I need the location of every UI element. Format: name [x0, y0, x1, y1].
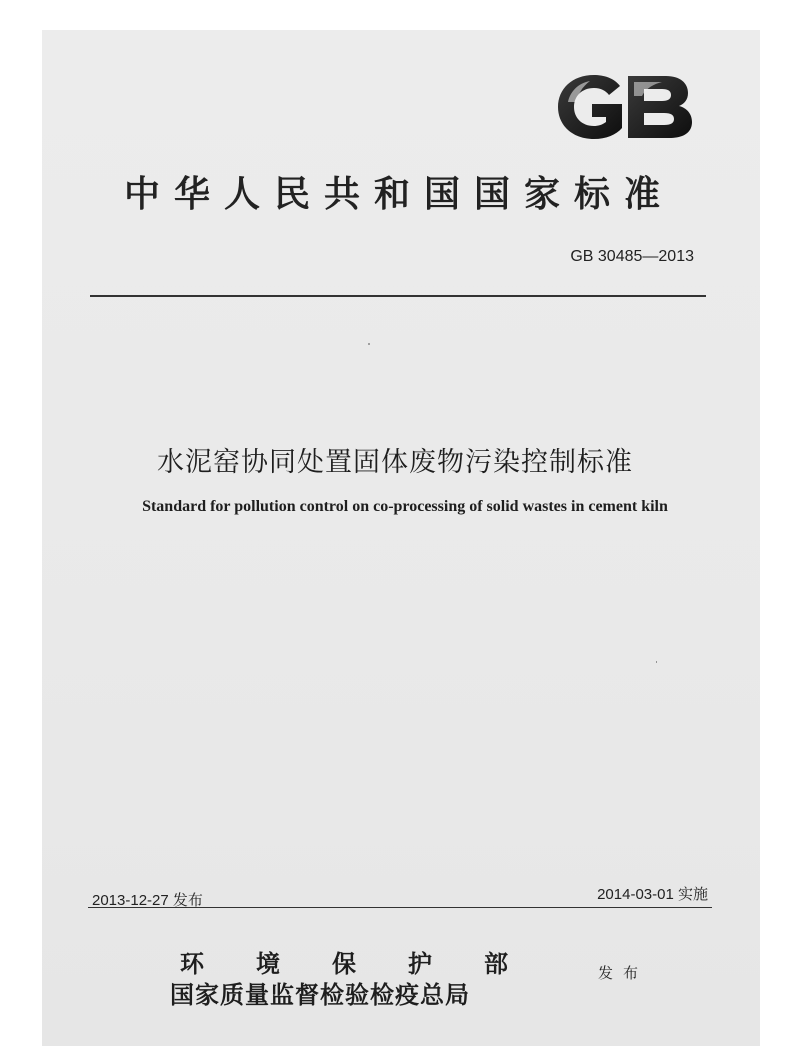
standard-number: GB 30485—2013 — [570, 248, 694, 265]
paper-speck — [656, 661, 657, 663]
standard-title-english: Standard for pollution control on co-processing of solid wastes in cement kiln — [142, 498, 668, 515]
gb-logo-icon — [554, 72, 696, 142]
publisher-ministry: 环境保护部 — [180, 949, 560, 978]
footer-divider — [88, 907, 712, 908]
paper-speck — [368, 343, 370, 345]
publisher-administration: 国家质量监督检验检疫总局 — [170, 980, 470, 1009]
issue-date: 2013-12-27 发布 — [92, 892, 203, 909]
standard-title-chinese: 水泥窑协同处置固体废物污染控制标准 — [157, 447, 633, 478]
publish-label: 发布 — [598, 964, 649, 982]
national-standard-heading: 中华人民共和国国家标准 — [123, 173, 674, 215]
header-divider — [90, 295, 706, 297]
implementation-date: 2014-03-01 实施 — [597, 886, 708, 903]
